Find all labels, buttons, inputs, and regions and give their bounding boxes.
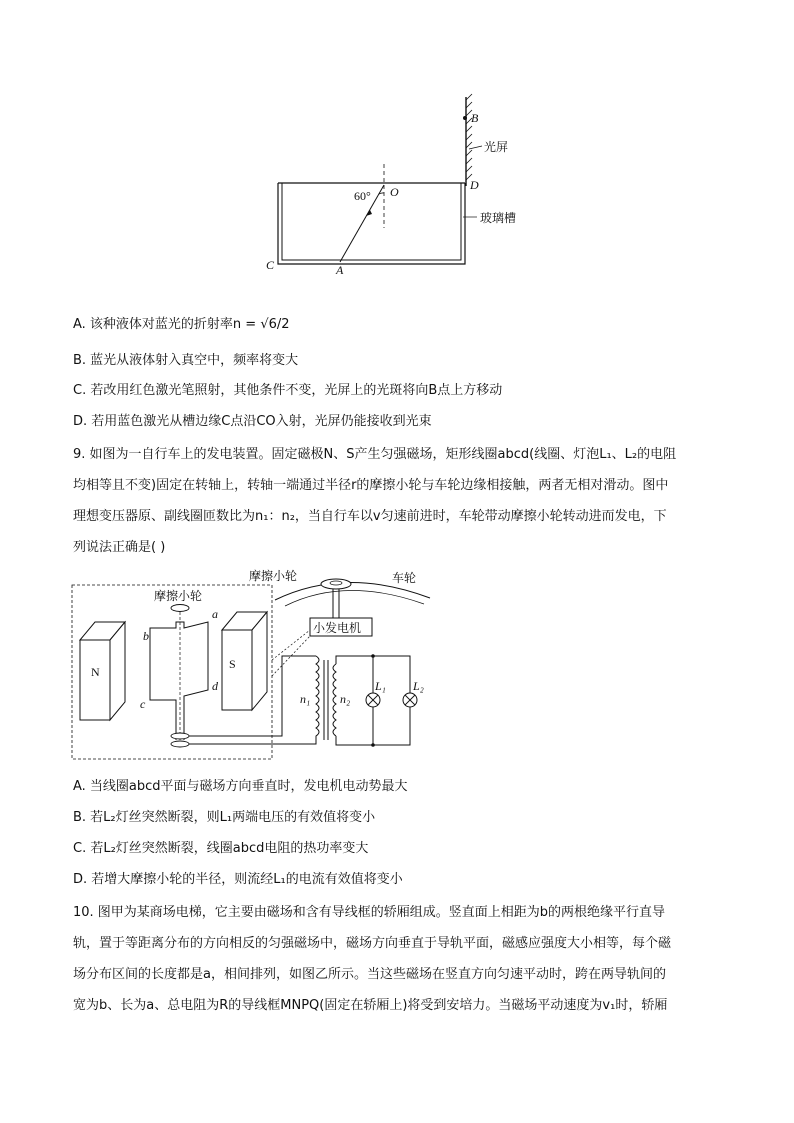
wheel-arc (275, 582, 430, 600)
q9-option-b: B. 若L₂灯丝突然断裂，则L₁两端电压的有效值将变小 (73, 810, 376, 825)
label-l1: L₁ (375, 679, 386, 693)
coil-abcd (150, 622, 208, 740)
label-generator: 小发电机 (313, 621, 362, 635)
label-friction-top: 摩擦小轮 (249, 569, 298, 583)
slip-ring-1 (171, 733, 189, 739)
label-o: O (390, 185, 399, 199)
wire-primary-bottom (189, 740, 316, 744)
slip-ring-2 (171, 741, 189, 747)
q9-stem-line-3: 理想变压器原、副线圈匝数比为n₁：n₂，当自行车以v匀速前进时，车轮带动摩擦小轮转动进而发电，下 (73, 509, 667, 524)
q10-stem-line-4: 宽为b、长为a、总电阻为R的导线框MNPQ(固定在轿厢上)将受到安培力。当磁场平动速度为v₁时，轿厢 (73, 998, 668, 1013)
label-d: D (470, 178, 479, 192)
q9-option-a: A. 当线圈abcd平面与磁场方向垂直时，发电机电动势最大 (73, 779, 408, 794)
label-coil-b: b (143, 629, 149, 643)
q8-option-c: C. 若改用红色激光笔照射，其他条件不变，光屏上的光斑将向B点上方移动 (73, 383, 503, 398)
junction-1 (371, 654, 375, 658)
label-screen: 光屏 (484, 140, 509, 154)
q10-stem-line-1: 10. 图甲为某商场电梯，它主要由磁场和含有导线框的轿厢组成。竖直面上相距为b的两根绝缘平行直导 (73, 905, 666, 920)
screen-hatch (466, 94, 472, 180)
q8-option-b: B. 蓝光从液体射入真空中，频率将变大 (73, 353, 299, 368)
magnet-n (80, 622, 125, 720)
label-s: S (229, 657, 236, 671)
friction-wheel-inner (171, 605, 189, 612)
label-coil-d: d (212, 679, 218, 693)
transformer-secondary-coil (333, 664, 336, 736)
q9-option-d: D. 若增大摩擦小轮的半径，则流经L₁的电流有效值将变小 (73, 872, 403, 887)
q9-stem-line-1: 9. 如图为一自行车上的发电装置。固定磁极N、S产生匀强磁场，矩形线圈abcd(线圈、灯泡L₁、L₂的电阻 (73, 447, 677, 462)
point-b-dot (463, 116, 467, 120)
q8-figure (255, 92, 535, 282)
label-coil-a: a (212, 607, 218, 621)
wheel-arc-inner (285, 590, 424, 606)
label-n1: n₁ (300, 692, 311, 706)
q8-option-d: D. 若用蓝色激光从槽边缘C点沿CO入射，光屏仍能接收到光束 (73, 414, 432, 429)
label-b: B (471, 111, 479, 125)
screen-leader (469, 146, 482, 149)
q10-stem-line-2: 轨，置于等距离分布的方向相反的匀强磁场中，磁场方向垂直于导轨平面，磁感应强度大小相等，每个磁 (73, 936, 672, 951)
q9-stem-line-2: 均相等且不变)固定在转轴上，转轴一端通过半径r的摩擦小轮与车轮边缘相接触，两者无相对滑动。图中 (73, 478, 669, 493)
friction-wheel-top (321, 579, 351, 589)
label-l2: L₂ (413, 679, 424, 693)
label-n: N (91, 665, 100, 679)
label-coil-c: c (140, 697, 146, 711)
q9-figure (66, 566, 436, 766)
label-a: A (336, 263, 344, 277)
lamp-l1 (366, 693, 380, 707)
label-n2: n₂ (340, 692, 351, 706)
label-tank: 玻璃槽 (480, 211, 517, 225)
label-c: C (266, 258, 275, 272)
label-angle: 60° (354, 189, 371, 203)
transformer-primary-coil (316, 656, 319, 740)
tank-outer (278, 183, 465, 264)
q10-stem-line-3: 场分布区间的长度都是a，相间排列，如图乙所示。当这些磁场在竖直方向匀速平动时，跨在两导轨间的 (73, 967, 666, 982)
q8-option-a: A. 该种液体对蓝光的折射率n = √6/2 (73, 317, 290, 332)
label-friction-inner: 摩擦小轮 (154, 589, 203, 603)
lamp-l2 (403, 693, 417, 707)
q9-option-c: C. 若L₂灯丝突然断裂，线圈abcd电阻的热功率变大 (73, 841, 369, 856)
q9-stem-line-4: 列说法正确是( ) (73, 540, 166, 555)
label-wheel: 车轮 (392, 571, 417, 585)
junction-2 (371, 743, 375, 747)
tank-inner (282, 183, 461, 260)
